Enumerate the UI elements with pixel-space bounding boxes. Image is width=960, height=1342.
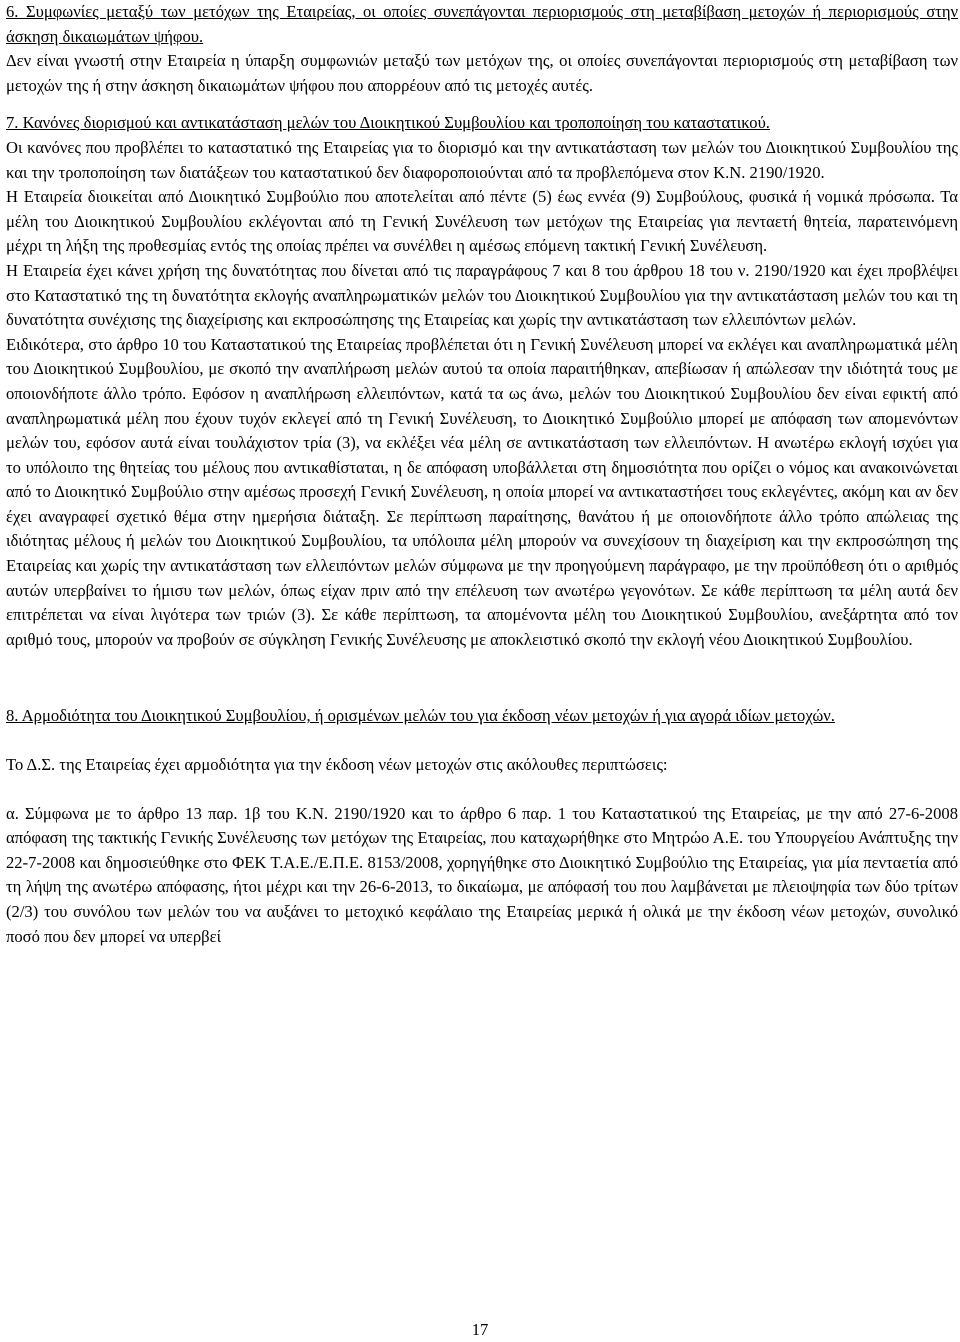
section-6-heading: 6. Συμφωνίες μεταξύ των μετόχων της Εταιρείας, οι οποίες συνεπάγονται περιορισμούς στη μεταβίβαση μετοχών ή περιορισμούς στην άσκηση δικαιωμάτων ψήφου. <box>6 2 958 46</box>
page-number: 17 <box>471 1320 489 1339</box>
section-8-heading: 8. Αρμοδιότητα του Διοικητικού Συμβουλίου, ή ορισμένων μελών του για έκδοση νέων μετοχών ή για αγορά ιδίων μετοχών. <box>6 706 835 726</box>
document-page <box>6 0 958 949</box>
section-7-paragraph-2: Η Εταιρεία διοικείται από Διοικητικό Συμβούλιο που αποτελείται από πέντε (5) έως εννέα (9) Συμβούλους, φυσικά ή νομικά πρόσωπα. Τα μέλη του Διοικητικού Συμβουλίου εκλέγονται από τη Γενική Συνέλευση των μετόχων της Εταιρείας για πενταετή θητεία, παρατεινόμενη μέχρι τη λήξη της προθεσμίας εντός της οποίας πρέπει να συνέλθει η αμέσως επόμενη τακτική Γενική Συνέλευση. <box>6 187 958 256</box>
spacer <box>6 98 958 111</box>
section-8-item-a: α. Σύμφωνα με το άρθρο 13 παρ. 1β του Κ.Ν. 2190/1920 και το άρθρο 6 παρ. 1 του Καταστατικού της Εταιρείας, με την από 27-6-2008 απόφαση της τακτικής Γενικής Συνέλευσης των μετόχων της Εταιρείας, που καταχωρήθηκε στο Μητρώο Α.Ε. του Υπουργείου Ανάπτυξης την 22-7-2008 και δημοσιεύθηκε στο ΦΕΚ Τ.Α.Ε./Ε.Π.Ε. 8153/2008, χορηγήθηκε στο Διοικητικό Συμβούλιο της Εταιρείας, για μία πενταετία από τη λήψη της ανωτέρω απόφασης, ήτοι μέχρι και την 26-6-2013, το δικαίωμα, με απόφασή του που λαμβάνεται με πλειοψηφία των δύο τρίτων (2/3) του συνόλου των μελών του να αυξάνει το μετοχικό κεφάλαιο της Εταιρείας μερικά ή ολικά με την έκδοση νέων μετοχών, συνολικό ποσό που δεν μπορεί να υπερβεί <box>6 803 958 946</box>
spacer <box>6 652 958 704</box>
spacer <box>6 729 958 753</box>
section-7-paragraph-3: Η Εταιρεία έχει κάνει χρήση της δυνατότητας που δίνεται από τις παραγράφους 7 και 8 του άρθρου 18 του ν. 2190/1920 και έχει προβλέψει στο Καταστατικό της τη δυνατότητα εκλογής αναπληρωματικών μελών του Διοικητικού Συμβουλίου για την αντικατάσταση μελών του και τη δυνατότητα συνέχισης της διαχείρισης και εκπροσώπησης της Εταιρείας και χωρίς την αντικατάσταση των ελλειπόντων μελών. <box>6 260 958 330</box>
section-6-paragraph: Δεν είναι γνωστή στην Εταιρεία η ύπαρξη συμφωνιών μεταξύ των μετόχων της, οι οποίες συνεπάγονται περιορισμούς στη μεταβίβαση των μετοχών της ή στην άσκηση δικαιωμάτων ψήφου που απορρέουν από τις μετοχές αυτές. <box>6 51 958 95</box>
spacer <box>6 778 958 802</box>
section-7-heading: 7. Κανόνες διορισμού και αντικατάσταση μελών του Διοικητικού Συμβουλίου και τροποποίηση του καταστατικού. <box>6 113 770 133</box>
section-8-intro: Το Δ.Σ. της Εταιρείας έχει αρμοδιότητα για την έκδοση νέων μετοχών στις ακόλουθες περιπτώσεις: <box>6 755 668 775</box>
section-7-paragraph-1: Οι κανόνες που προβλέπει το καταστατικό της Εταιρείας για το διορισμό και την αντικατάσταση των μελών του Διοικητικού Συμβουλίου της και την τροποποίηση των διατάξεων του καταστατικού δεν διαφοροποιούνται από τα προβλεπόμενα στον Κ.Ν. 2190/1920. <box>6 137 958 182</box>
section-7-paragraph-4: Ειδικότερα, στο άρθρο 10 του Καταστατικού της Εταιρείας προβλέπεται ότι η Γενική Συνέλευση μπορεί να εκλέγει και αναπληρωματικά μέλη του Διοικητικού Συμβουλίου, με σκοπό την αναπλήρωση μελών αυτού τα οποία παραιτήθηκαν, απεβίωσαν ή απώλεσαν την ιδιότητά τους με οποιονδήποτε άλλο τρόπο. Εφόσον η αναπλήρωση ελλειπόντων, κατά τα ως άνω, μελών του Διοικητικού Συμβουλίου δεν είναι εφικτή από αναπληρωματικά μέλη που έχουν τυχόν εκλεγεί από τη Γενική Συνέλευση, το Διοικητικό Συμβούλιο μπορεί με απόφαση των απομενόντων μελών του, εφόσον αυτά είναι τουλάχιστον τρία (3), να εκλέξει νέα μέλη σε αντικατάσταση των ελλειπόντων. Η ανωτέρω εκλογή ισχύει για το υπόλοιπο της θητείας του μέλους που αντικαθίσταται, η δε απόφαση υποβάλλεται στη δημοσιότητα που ορίζει ο νόμος και ανακοινώνεται από το Διοικητικό Συμβούλιο στην αμέσως προσεχή Γενική Συνέλευση, η οποία μπορεί να αντικαταστήσει τους εκλεγέντες, ακόμη και αν δεν έχει αναγραφεί σχετικό θέμα στην ημερήσια διάταξη. Σε περίπτωση παραίτησης, θανάτου ή με οποιονδήποτε άλλο τρόπο απώλειας της ιδιότητας μέλους ή μελών του Διοικητικού Συμβουλίου, τα υπόλοιπα μέλη μπορούν να συνεχίσουν τη διαχείριση και την εκπροσώπηση της Εταιρείας και χωρίς την αντικατάσταση των ελλειπόντων μελών σύμφωνα με την προηγούμενη παράγραφο, με την προϋπόθεση ότι ο αριθμός αυτών υπερβαίνει το ήμισυ των μελών, όπως είχαν πριν από την επέλευση των ανωτέρω γεγονότων. Σε κάθε περίπτωση τα μέλη αυτά δεν επιτρέπεται να είναι λιγότερα των τριών (3). Σε κάθε περίπτωση, τα απομένοντα μέλη του Διοικητικού Συμβουλίου, ανεξάρτητα από τον αριθμό τους, μπορούν να προβούν σε σύγκληση Γενικής Συνέλευσης με αποκλειστικό σκοπό την εκλογή νέου Διοικητικού Συμβουλίου. <box>6 334 958 649</box>
